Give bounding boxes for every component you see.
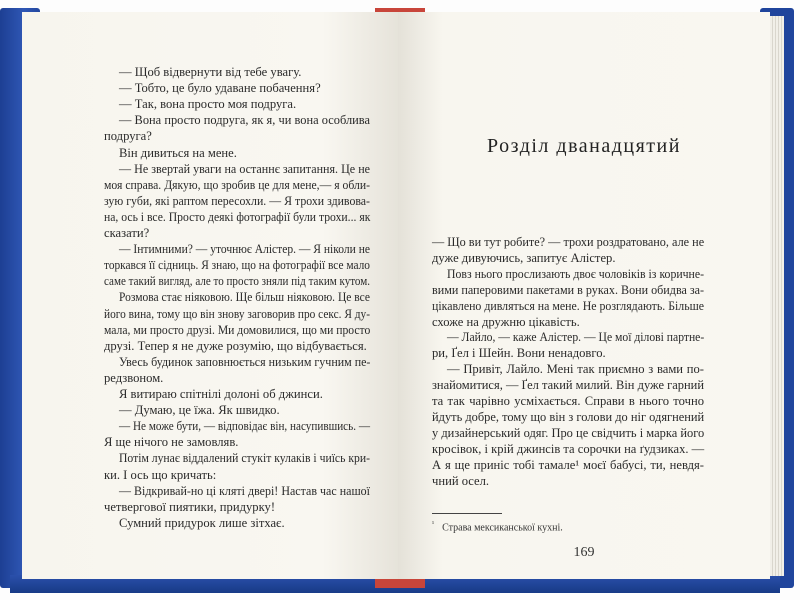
- text-line: дуже дивуючись, запитує Алістер.: [432, 250, 616, 265]
- text-line: — Інтимними? — уточнює Алістер. — Я ніколи не: [119, 242, 370, 257]
- text-line: торкався її сідниць. Я знаю, що на фотографії все мало: [104, 258, 370, 273]
- text-line: та так чарівно усміхається. Справи в нього точно: [432, 394, 704, 408]
- text-line: подруга?: [104, 129, 152, 144]
- text-line: друзі. Тепер я не дуже розумію, що відбувається.: [104, 338, 367, 353]
- text-line: Розмова стає ніяковою. Ще більш ніяковою. Це все: [119, 290, 370, 305]
- text-line: зую губи, які раптом пересохли. — Я трохи здивова-: [104, 193, 370, 208]
- text-line: Я витираю спітнілі долоні об джинси.: [119, 387, 323, 401]
- text-line: у дизайнерський одяг. Про це свідчить і марка його: [432, 425, 705, 440]
- page-number: 169: [573, 545, 595, 560]
- footnote-mark: ¹: [432, 520, 435, 528]
- text-line: на, ось і все. Просто деякі фотографії були трохи... як: [104, 209, 371, 224]
- text-line: — Тобто, це було удаване побачення?: [119, 81, 321, 96]
- text-line: цікавлено дивляться на мене. Не розглядають. Більше: [432, 298, 704, 313]
- text-line: — Привіт, Лайло. Мені так приємно з вами по-: [447, 362, 704, 377]
- text-line: Він дивиться на мене.: [119, 145, 237, 160]
- text-line: його вина, тому що він знову заговорив про секс. Я ду-: [104, 306, 370, 321]
- text-line: — Вона просто подруга, як я, чи вона особлива: [119, 113, 370, 128]
- footnote-text: Страва мексиканської кухні.: [442, 522, 563, 534]
- text-line: саме такий вигляд, але то просто зняли під таким кутом.: [104, 274, 370, 289]
- footnote: [432, 520, 563, 533]
- text-line: Потім лунає віддалений стукіт кулаків і чиїсь кри-: [119, 451, 370, 466]
- text-line: Увесь будинок заповнюється низьким гучним пе-: [119, 354, 371, 369]
- text-line: редзвоном.: [104, 370, 164, 385]
- text-line: — Думаю, це їжа. Як швидко.: [119, 403, 280, 418]
- chapter-title: Розділ дванадцятий: [487, 135, 681, 157]
- text-line: мала, ми просто друзі. Ми домовилися, що ми просто: [104, 322, 371, 337]
- text-line: чний осел.: [432, 473, 490, 488]
- text-line: Я ще нічого не замовляв.: [104, 435, 239, 450]
- text-line: четвергової пиятики, придурку!: [104, 499, 276, 514]
- text-line: сказати?: [104, 226, 150, 240]
- text-line: Повз нього прослизають двоє чоловіків із коричне-: [447, 266, 704, 281]
- text-line: ки. І ось що кричать:: [104, 467, 217, 482]
- text-line: вими паперовими пакетами в руках. Вони обидва за-: [432, 282, 705, 297]
- text-line: — Так, вона просто моя подруга.: [119, 97, 297, 112]
- text-line: моя справа. Дякую, що зробив це для мене,— я обли-: [104, 177, 370, 192]
- text-line: — Лайло, — каже Алістер. — Це мої ділові партне-: [447, 330, 705, 345]
- text-line: знайомитися, — Ґел такий милий. Він дуже гарний: [432, 378, 704, 393]
- text-line: — Відкривай-но ці кляті двері! Настав час нашої: [119, 483, 370, 498]
- text-line: — Щоб відвернути від тебе увагу.: [119, 65, 302, 79]
- text-line: йдуть добре, тому що він з голови до ніг одягнений: [432, 409, 705, 424]
- footnote-rule: [432, 513, 502, 514]
- text-line: — Не звертай уваги на останнє запитання. Це не: [119, 161, 370, 176]
- text-line: кросівок, і крій джинсів та сорочки на ґудзиках. —: [432, 441, 705, 456]
- text-line: схоже на дружню цікавість.: [432, 314, 580, 329]
- text-line: Сумний придурок лише зітхає.: [119, 515, 285, 530]
- text-line: ри, Ґел і Шейн. Вони ненадовго.: [432, 346, 606, 361]
- text-line: — Що ви тут робите? — трохи роздратовано, але не: [432, 235, 705, 249]
- text-line: А я ще приніс тобі тамале¹ моєї бабусі, ти, невдя-: [432, 457, 704, 472]
- text-line: — Не може бути, — відповідає він, насупившись. —: [119, 419, 370, 434]
